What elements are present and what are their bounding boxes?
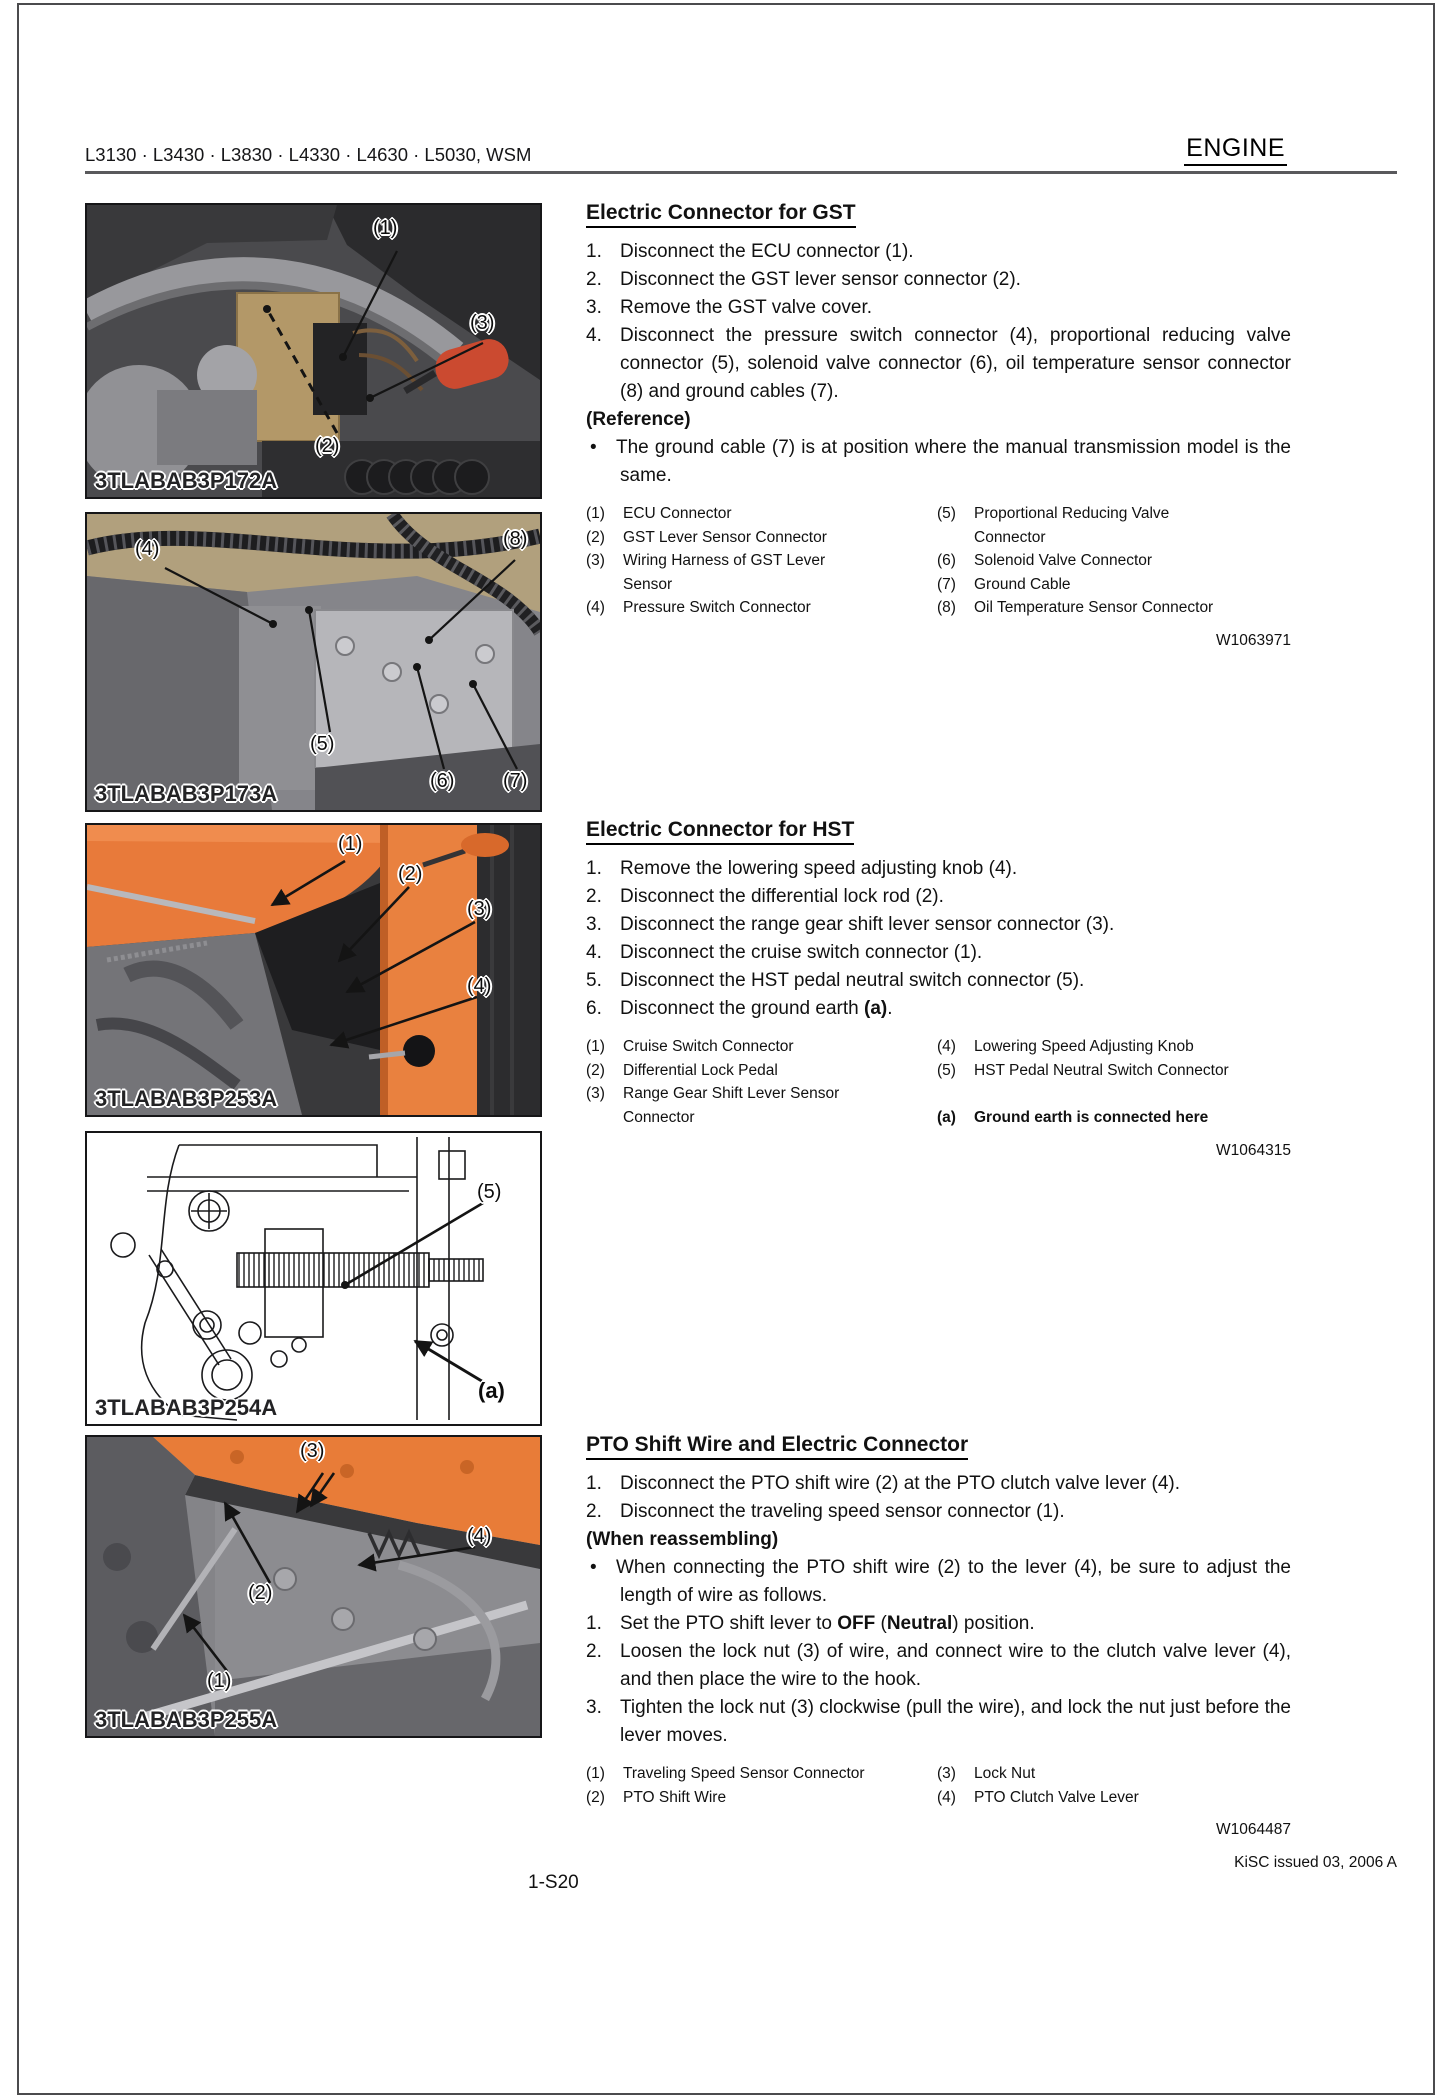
section-title-text: Electric Connector for HST	[586, 818, 854, 845]
parts-list-item	[586, 502, 937, 526]
part-label: Solenoid Valve Connector	[974, 552, 1153, 569]
callout-label: (1)	[373, 217, 398, 239]
procedure-step	[586, 911, 1291, 939]
part-label: Traveling Speed Sensor Connector	[623, 1765, 865, 1782]
parts-column-right	[937, 502, 1291, 620]
figure-id-label: 3TLABAB3P173A	[95, 781, 278, 806]
figure-illustration	[87, 205, 540, 497]
part-number: (1)	[586, 1038, 605, 1055]
step-number: 2.	[586, 1641, 602, 1662]
part-number: (4)	[586, 599, 605, 616]
part-number: (a)	[937, 1109, 956, 1126]
callout-label: (8)	[503, 528, 528, 550]
part-number: (3)	[937, 1765, 956, 1782]
parts-gap	[937, 1082, 1291, 1106]
step-number: 3.	[586, 914, 602, 935]
reference-bullet	[586, 434, 1291, 490]
step-text: Disconnect the ground earth	[620, 998, 864, 1019]
parts-column-left	[586, 1035, 937, 1130]
part-label: Proportional Reducing Valve	[974, 505, 1170, 522]
part-label: PTO Shift Wire	[623, 1788, 727, 1806]
bullet-text: When connecting the PTO shift wire (2) to the lever (4), be sure to adjust the length of wire as follows.	[616, 1557, 1291, 1606]
figure-hst-linkage-diagram	[85, 1131, 542, 1426]
figure-id-label: 3TLABAB3P255A	[95, 1707, 278, 1732]
step-text: Disconnect the HST pedal neutral switch connector (5).	[620, 970, 1085, 991]
part-label: Ground Cable	[974, 575, 1071, 593]
part-number: (2)	[586, 528, 605, 546]
reference-code: W1064487	[1216, 1821, 1291, 1838]
figure-id-label: 3TLABAB3P254A	[95, 1395, 278, 1420]
procedure-step	[586, 322, 1291, 406]
procedure-step	[586, 1498, 1291, 1526]
part-label: Range Gear Shift Lever Sensor	[623, 1085, 840, 1102]
section-title-text: PTO Shift Wire and Electric Connector	[586, 1433, 968, 1460]
bullet-icon: •	[590, 437, 597, 458]
step-number: 1.	[586, 858, 602, 879]
parts-list-item	[937, 596, 1291, 620]
callout-label: (2)	[248, 1582, 273, 1604]
parts-column-left	[586, 1762, 937, 1809]
step-text: Set the PTO shift lever to	[620, 1613, 838, 1634]
part-label: Oil Temperature Sensor Connector	[974, 599, 1214, 616]
parts-note-bold	[937, 1106, 1291, 1130]
parts-list-item	[586, 526, 937, 550]
issued-note: KiSC issued 03, 2006 A	[1234, 1854, 1397, 1871]
bullet-text: The ground cable (7) is at position where the manual transmission model is the same.	[616, 437, 1291, 486]
procedure-step	[586, 1610, 1291, 1638]
section-pto	[586, 1432, 1291, 1839]
figure-illustration	[87, 1437, 540, 1736]
parts-legend	[586, 1762, 1291, 1809]
parts-list-item	[937, 1059, 1291, 1083]
parts-list-item	[586, 596, 937, 620]
section-title	[586, 200, 1291, 226]
step-text-bold: OFF	[837, 1613, 876, 1634]
figure-illustration	[87, 825, 540, 1115]
step-number: 2.	[586, 269, 602, 290]
part-number: (2)	[586, 1061, 605, 1079]
parts-list-item	[586, 549, 937, 596]
step-text: Remove the lowering speed adjusting knob (4).	[620, 858, 1018, 879]
procedure-step	[586, 939, 1291, 967]
step-text: .	[887, 998, 893, 1019]
parts-legend	[586, 502, 1291, 620]
callout-label: (a)	[478, 1378, 505, 1403]
section-title	[586, 1432, 1291, 1458]
reference-code: W1064315	[1216, 1141, 1291, 1159]
parts-list-item	[586, 1762, 937, 1786]
part-label: Cruise Switch Connector	[623, 1038, 794, 1055]
part-number: (4)	[937, 1038, 956, 1055]
callout-label: (3)	[300, 1440, 325, 1462]
callout-label: (2)	[398, 863, 423, 885]
parts-list-item	[937, 502, 1291, 549]
step-number: 3.	[586, 1697, 602, 1718]
part-label: Ground earth is connected here	[974, 1109, 1209, 1126]
procedure-step	[586, 238, 1291, 266]
procedure-step	[586, 1694, 1291, 1750]
parts-column-right	[937, 1035, 1291, 1130]
step-text-bold: Neutral	[886, 1613, 953, 1634]
parts-list-item	[586, 1082, 937, 1129]
part-label: Connector	[623, 1108, 695, 1126]
callout-label: (6)	[430, 770, 455, 792]
callout-label: (4)	[467, 975, 492, 997]
step-text: Disconnect the GST lever sensor connector (2).	[620, 269, 1021, 290]
callout-label: (4)	[135, 538, 160, 560]
step-text: Disconnect the PTO shift wire (2) at the PTO clutch valve lever (4).	[620, 1473, 1181, 1494]
callout-label: (1)	[207, 1670, 232, 1692]
parts-column-right	[937, 1762, 1291, 1809]
step-text: Remove the GST valve cover.	[620, 297, 873, 318]
header-section-title: ENGINE	[1184, 134, 1287, 166]
parts-column-left	[586, 502, 937, 620]
parts-legend	[586, 1035, 1291, 1130]
header-model-list: L3130 · L3430 · L3830 · L4330 · L4630 · L5030, WSM	[85, 144, 532, 165]
procedure-step	[586, 883, 1291, 911]
step-text: Tighten the lock nut (3) clockwise (pull the wire), and lock the nut just before the lever moves.	[620, 1697, 1291, 1746]
part-number: (4)	[937, 1788, 956, 1806]
parts-list-item	[937, 1035, 1291, 1059]
parts-list-item	[937, 1786, 1291, 1810]
figure-id-label: 3TLABAB3P253A	[95, 1086, 278, 1111]
section-hst	[586, 817, 1291, 1160]
bullet-icon: •	[590, 1557, 597, 1578]
callout-label: (1)	[338, 833, 363, 855]
part-number: (5)	[937, 505, 956, 522]
figure-hst-connector-photo	[85, 823, 542, 1117]
parts-list-item	[937, 1762, 1291, 1786]
part-label: PTO Clutch Valve Lever	[974, 1788, 1139, 1806]
step-text: Disconnect the pressure switch connector (4), proportional reducing valve connector (5), solenoid valve connector (6), oil temperature sensor connector (8) and ground cables (7).	[620, 325, 1291, 402]
figure-gst-connector-photo	[85, 203, 542, 499]
callout-label: (5)	[310, 733, 335, 755]
step-number: 1.	[586, 241, 602, 262]
part-number: (3)	[586, 1085, 605, 1102]
step-number: 6.	[586, 998, 602, 1019]
parts-list-item	[586, 1786, 937, 1810]
page-number: 1-S20	[528, 1872, 579, 1893]
step-number: 3.	[586, 297, 602, 318]
reassembling-bullet	[586, 1554, 1291, 1610]
parts-list-item	[937, 549, 1291, 573]
step-text: ) position.	[952, 1613, 1035, 1634]
section-title-text: Electric Connector for GST	[586, 201, 856, 228]
procedure-step	[586, 855, 1291, 883]
step-number: 1.	[586, 1473, 602, 1494]
part-label: Differential Lock Pedal	[623, 1061, 778, 1079]
part-number: (1)	[586, 505, 605, 522]
part-number: (7)	[937, 575, 956, 593]
step-text: Disconnect the cruise switch connector (1).	[620, 942, 983, 963]
step-text: Disconnect the differential lock rod (2).	[620, 886, 944, 907]
part-number: (6)	[937, 552, 956, 569]
callout-label: (2)	[315, 435, 340, 457]
callout-label: (5)	[477, 1181, 502, 1203]
reference-code: W1063971	[1216, 631, 1291, 649]
parts-list-item	[586, 1059, 937, 1083]
figure-illustration	[87, 1133, 540, 1424]
part-label: Lowering Speed Adjusting Knob	[974, 1038, 1194, 1055]
step-text: Loosen the lock nut (3) of wire, and connect wire to the clutch valve lever (4), and then place the wire to the hook.	[620, 1641, 1291, 1690]
step-number: 4.	[586, 325, 602, 346]
part-label: Pressure Switch Connector	[623, 599, 811, 616]
figure-pto-shift-wire-photo	[85, 1435, 542, 1738]
procedure-step	[586, 995, 1291, 1023]
reassembling-label: (When reassembling)	[586, 1529, 779, 1550]
part-label: Connector	[974, 528, 1046, 546]
procedure-step	[586, 1638, 1291, 1694]
header-rule	[85, 171, 1397, 174]
callout-label: (3)	[470, 312, 495, 334]
parts-list-item	[937, 573, 1291, 597]
procedure-step	[586, 294, 1291, 322]
figure-id-label: 3TLABAB3P172A	[95, 468, 278, 493]
step-number: 2.	[586, 886, 602, 907]
step-number: 4.	[586, 942, 602, 963]
step-text: Disconnect the range gear shift lever sensor connector (3).	[620, 914, 1115, 935]
callout-label: (3)	[467, 898, 492, 920]
procedure-step	[586, 266, 1291, 294]
reference-label: (Reference)	[586, 409, 691, 430]
step-text-bold: (a)	[864, 998, 888, 1019]
part-label: Sensor	[623, 575, 673, 593]
part-number: (2)	[586, 1788, 605, 1806]
figure-gst-valve-photo	[85, 512, 542, 812]
section-title	[586, 817, 1291, 843]
step-number: 5.	[586, 970, 602, 991]
part-label: ECU Connector	[623, 505, 732, 522]
part-number: (1)	[586, 1765, 605, 1782]
part-label: Wiring Harness of GST Lever	[623, 552, 826, 569]
part-label: Lock Nut	[974, 1765, 1036, 1782]
step-text: Disconnect the traveling speed sensor connector (1).	[620, 1501, 1065, 1522]
part-number: (8)	[937, 599, 956, 616]
part-number: (5)	[937, 1061, 956, 1079]
procedure-step	[586, 967, 1291, 995]
step-number: 1.	[586, 1613, 602, 1634]
callout-label: (4)	[467, 1525, 492, 1547]
procedure-step	[586, 1470, 1291, 1498]
step-text: Disconnect the ECU connector (1).	[620, 241, 914, 262]
part-label: HST Pedal Neutral Switch Connector	[974, 1061, 1229, 1079]
parts-list-item	[586, 1035, 937, 1059]
part-label: GST Lever Sensor Connector	[623, 528, 827, 546]
step-number: 2.	[586, 1501, 602, 1522]
section-gst	[586, 200, 1291, 650]
part-number: (3)	[586, 552, 605, 569]
step-text: (	[875, 1613, 887, 1634]
callout-label: (7)	[503, 770, 528, 792]
